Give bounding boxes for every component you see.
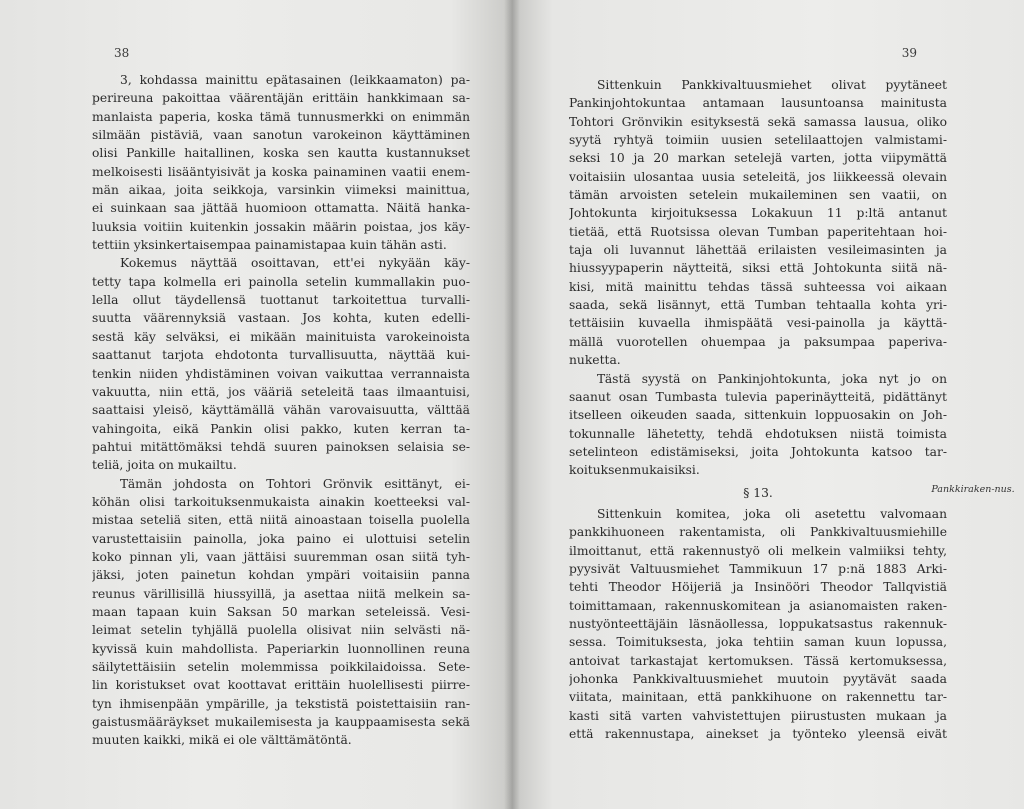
text-line: tettäisiin kuvaella ihmispäätä vesi-painolla ja käyttä- bbox=[569, 316, 947, 331]
text-line: tietää, että Ruotsissa olevan Tumban paperitehtaan hoi- bbox=[569, 224, 947, 239]
text-line: manlaista paperia, koska tämä tunnusmerkki on enimmän bbox=[92, 109, 470, 124]
text-line: melkoisesti lisääntyisivät ja koska painaminen vaatii enem- bbox=[92, 164, 470, 179]
text-line: tokunnalle lähetetty, tehdä ehdotuksen niistä toimista bbox=[569, 426, 947, 441]
text-line: Tohtori Grönvikin esityksestä sekä samassa lausua, oliko bbox=[569, 114, 947, 129]
text-line: kasti sitä varten vahvistettujen piirustusten mukaan ja bbox=[569, 708, 947, 723]
text-line: reunus värillisillä hiussyillä, ja asettaa niitä melkein sa- bbox=[92, 586, 470, 601]
text-line: luuksia voitiin kuitenkin jossakin määrin poistaa, jos käy- bbox=[92, 219, 470, 234]
text-line: vahingoita, eikä Pankin olisi pakko, kuten kerran ta- bbox=[92, 421, 470, 436]
text-line: toimittamaan, rakennuskomitean ja asianomaisten raken- bbox=[569, 598, 947, 613]
text-line: maan tapaan kuin Saksan 50 markan seteleissä. Vesi- bbox=[92, 604, 470, 619]
text-line: suutta väärennyksiä vastaan. Jos kohta, kuten edelli- bbox=[92, 311, 470, 326]
text-line: itselleen oikeuden saada, sittenkuin loppuosakin on Joh- bbox=[569, 408, 947, 423]
text-line: köhän olisi tarkoituksenmukaista ainakin koetteeksi val- bbox=[92, 494, 470, 509]
text-line: voitaisiin ulosantaa uusia seteleitä, jos liikkeessä olevain bbox=[569, 169, 947, 184]
right-page-body bbox=[569, 76, 947, 743]
text-line: saanut osan Tumbasta tulevia paperinäytteitä, pidättänyt bbox=[569, 389, 947, 404]
text-line: mällä vuorotellen ohuempaa ja paksumpaa paperiva- bbox=[569, 334, 947, 349]
text-line: koituksenmukaisiksi. bbox=[569, 463, 700, 478]
right-page bbox=[512, 0, 1024, 809]
text-line: Tästä syystä on Pankinjohtokunta, joka nyt jo on bbox=[597, 371, 947, 386]
text-line: ei suinkaan saa jättää huomioon ottamatta. Näitä hanka- bbox=[92, 201, 470, 216]
text-line: 3, kohdassa mainittu epätasainen (leikkaamaton) pa- bbox=[120, 73, 470, 87]
text-line: antoivat tarkastajat kertomuksen. Tässä kertomuksessa, bbox=[569, 653, 947, 668]
text-line: gaistusmääräykset mukailemisesta ja kauppaamisesta sekä bbox=[92, 715, 470, 730]
text-line: varustettaisiin painolla, joka paino ei ulottuisi setelin bbox=[92, 531, 470, 546]
text-line: syytä ryhtyä toimiin uusien setelilaattojen valmistami- bbox=[569, 133, 947, 148]
text-line: viitata, mainitaan, että pankkihuone on rakennettu tar- bbox=[569, 690, 947, 705]
text-line: pankkihuoneen rakentamista, oli Pankkivaltuusmiehille bbox=[569, 525, 947, 540]
text-line: tehti Theodor Höijeriä ja Insinööri Theodor Tallqvistiä bbox=[569, 580, 947, 595]
text-line: tyn ihmisenpään ympärille, ja tekstistä poistettaisiin ran- bbox=[92, 696, 470, 711]
text-line: mistaa seteliä siten, että niitä ainoastaan toisella puolella bbox=[92, 513, 470, 528]
text-line: tämän arvoisten setelein mukaileminen sen vaatii, on bbox=[569, 188, 947, 203]
text-line: tetty tapa kolmella eri painolla setelin kummallakin puo- bbox=[92, 274, 470, 289]
text-line: sestä käy selväksi, ei mikään mainituista varokeinoista bbox=[92, 329, 470, 344]
book-gutter bbox=[504, 0, 520, 809]
paragraph-3 bbox=[569, 505, 947, 743]
text-line: perireuna pakoittaa väärentäjän erittäin hankkimaan sa- bbox=[92, 91, 470, 106]
text-line: muuten kaikki, mikä ei ole välttämätöntä. bbox=[92, 733, 352, 748]
text-line: Tämän johdosta on Tohtori Grönvik esittänyt, ei- bbox=[120, 476, 470, 491]
text-line: ilmoittanut, että rakennustyö oli melkein valmiiksi tehty, bbox=[569, 543, 947, 558]
margin-note: Pankkiraken-nus. bbox=[931, 484, 1015, 495]
text-line: seksi 10 ja 20 markan setelejä varten, jotta viipymättä bbox=[569, 151, 947, 166]
text-line: Sittenkuin komitea, joka oli asetettu valvomaan bbox=[597, 506, 947, 521]
text-line: kisi, mitä mainittu tehdas tässä suhteessa voi aikaan bbox=[569, 279, 947, 294]
text-line: nustyönteettäjäin läsnäollessa, loppukatsastus rakennuk- bbox=[569, 616, 947, 631]
text-line: setelinteon edistämiseksi, joita Johtokunta katsoo tar- bbox=[569, 444, 947, 459]
text-line: tettiin yksinkertaisempaa painamistapaa kuin tähän asti. bbox=[92, 238, 447, 253]
text-line: että rakennustapa, ainekset ja työnteko yleensä eivät bbox=[569, 727, 947, 742]
paragraph-2 bbox=[569, 370, 947, 480]
paragraph-1 bbox=[569, 76, 947, 370]
text-line: saada, sekä lisännyt, että Tumban tehtaalla kohta yri- bbox=[569, 298, 947, 313]
text-line: silmään pistäviä, vaan sanotun varokeinon käyttäminen bbox=[92, 128, 470, 143]
text-line: saattanut tarjota ehdotonta turvallisuutta, näyttää kui- bbox=[92, 348, 470, 363]
text-line: säilytettäisiin setelin molemmissa poikkilaidoissa. Sete- bbox=[92, 660, 470, 674]
text-line: Pankinjohtokuntaa antamaan lausuntoansa mainitusta bbox=[569, 96, 947, 111]
text-line: jäksi, joten painetun kohdan ympäri voitaisiin panna bbox=[92, 568, 470, 583]
text-line: koko pinnan yli, vaan jättäisi suuremman osan siitä tyh- bbox=[92, 549, 470, 564]
text-line: olisi Pankille haitallinen, koska sen kautta kustannukset bbox=[92, 146, 470, 161]
text-line: taja oli luvannut lähettää erilaisten vesileimasinten ja bbox=[569, 243, 947, 258]
text-line: hiussyypaperin näytteitä, siksi että Johtokunta siitä nä- bbox=[569, 261, 947, 276]
text-line: nuketta. bbox=[569, 353, 621, 368]
text-line: pyysivät Valtuusmiehet Tammikuun 17 p:nä 1883 Arki- bbox=[569, 561, 947, 576]
text-line: män aikaa, joita seikkoja, varsinkin viimeksi mainittua, bbox=[92, 183, 470, 198]
text-line: lella ollut täydellensä tuottanut tarkoitettua turvalli- bbox=[92, 293, 470, 308]
left-page-body bbox=[92, 71, 470, 750]
text-line: leimat setelin tyhjällä puolella olisivat niin selvästi nä- bbox=[92, 623, 470, 638]
text-line: Sittenkuin Pankkivaltuusmiehet olivat pyytäneet bbox=[597, 78, 947, 92]
text-line: saattaisi yleisö, käyttämällä vähän varovaisuutta, välttää bbox=[92, 403, 470, 418]
text-line: teliä, joita on mukailtu. bbox=[92, 458, 237, 473]
text-line: vakuutta, niin että, jos vääriä seteleitä taas ilmaantuisi, bbox=[92, 384, 470, 399]
text-line: kyvissä kuin mahdollista. Paperiarkin luonnollinen reuna bbox=[92, 641, 470, 656]
section-heading: § 13. bbox=[743, 485, 773, 500]
text-line: Kokemus näyttää osoittavan, ett'ei nykyään käy- bbox=[120, 256, 470, 271]
text-line: Johtokunta kirjoituksessa Lokakuun 11 p:ltä antanut bbox=[569, 206, 947, 221]
text-line: tenkin niiden yhdistäminen voivan vaikuttaa verrannaista bbox=[92, 366, 470, 381]
left-page-number: 38 bbox=[114, 46, 130, 60]
right-page-number: 39 bbox=[901, 46, 917, 60]
text-line: sessa. Toimituksesta, joka tehtiin saman kuun lopussa, bbox=[569, 635, 947, 650]
text-line: pahtui mitättömäksi tehdä suuren painoksen selaisia se- bbox=[92, 439, 470, 454]
text-line: lin koristukset ovat koottavat erittäin huolellisesti piirre- bbox=[92, 678, 470, 693]
text-line: johonka Pankkivaltuusmiehet muutoin pyytävät saada bbox=[569, 672, 947, 686]
